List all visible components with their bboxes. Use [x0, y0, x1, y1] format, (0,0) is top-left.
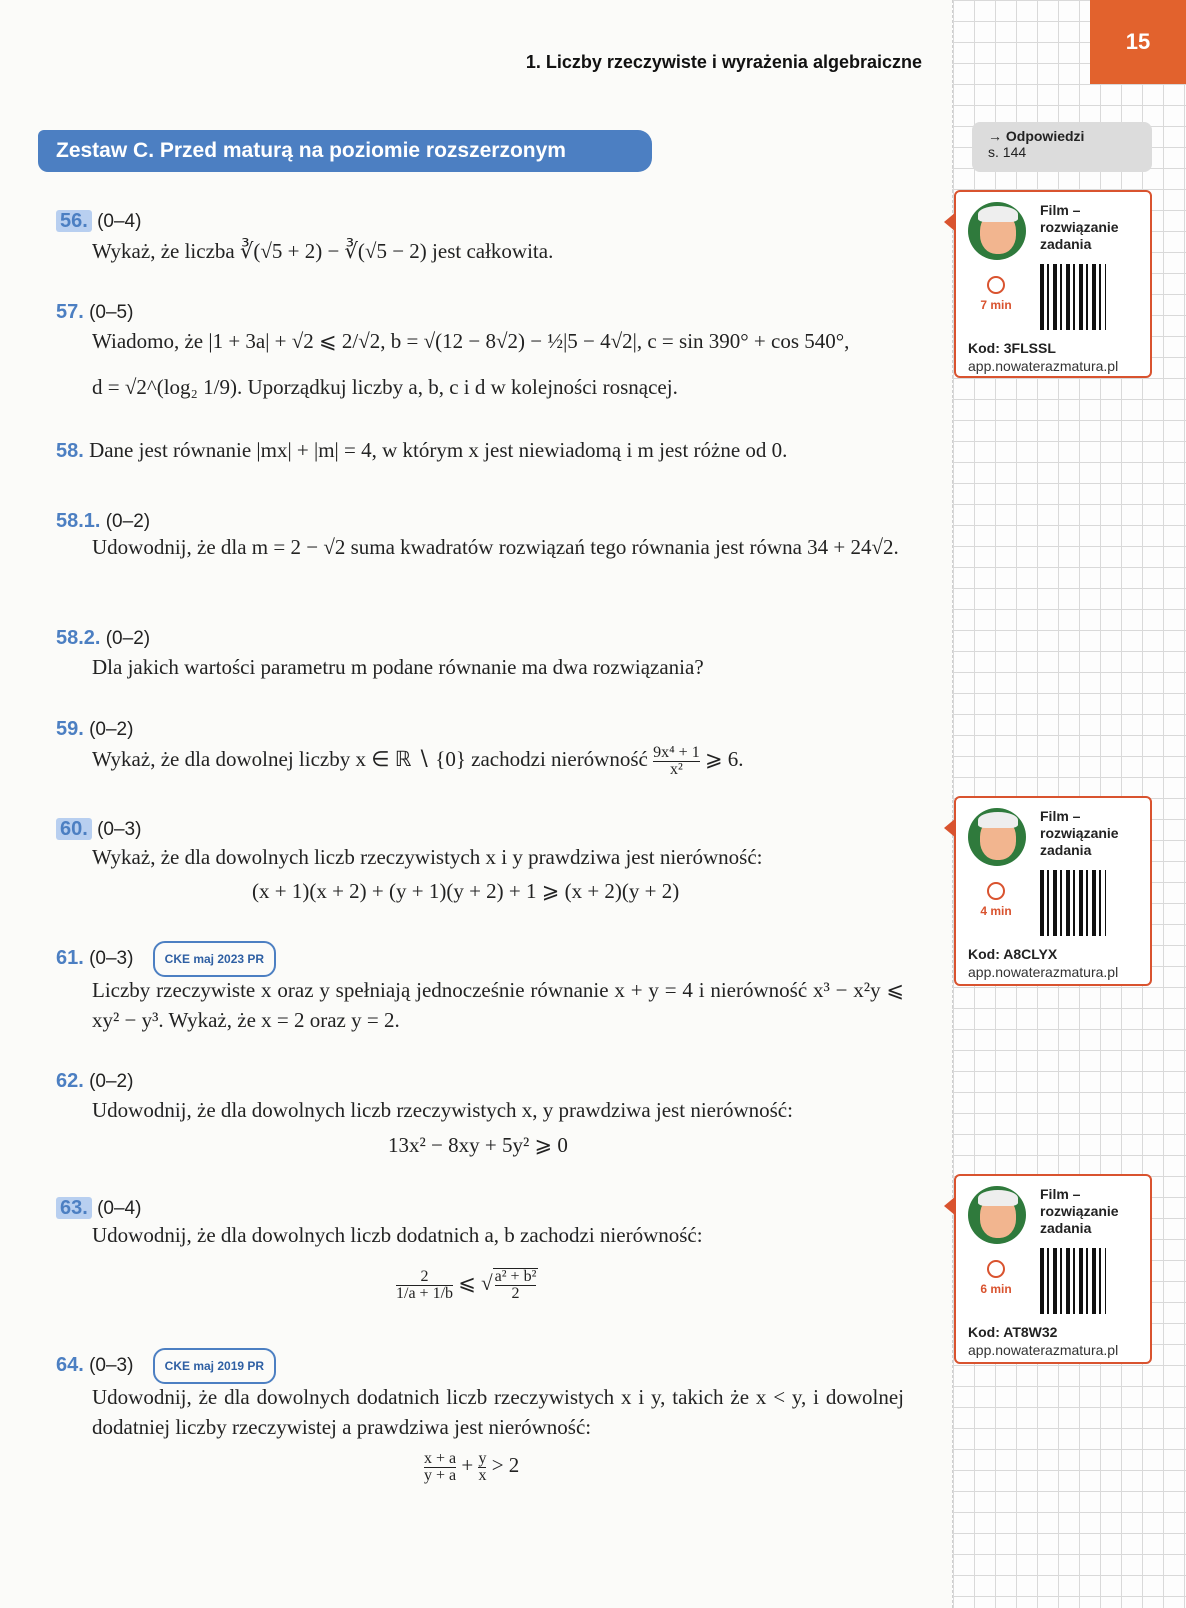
timer-icon: 4 min	[978, 882, 1014, 918]
exercise-60-text: Wykaż, że dla dowolnych liczb rzeczywistych x i y prawdziwa jest nierówność:	[92, 845, 763, 869]
film-site[interactable]: app.nowaterazmatura.pl	[968, 1342, 1119, 1358]
exercise-60-formula: (x + 1)(x + 2) + (y + 1)(y + 2) + 1 ⩾ (x + 2)(y + 2)	[252, 879, 680, 903]
exercise-62-header	[56, 1065, 133, 1097]
exercise-points: (0–2)	[89, 1071, 134, 1092]
answers-title: → Odpowiedzi	[988, 128, 1085, 144]
exercise-57-header	[56, 296, 133, 328]
exercise-59-text	[92, 744, 744, 778]
film-site[interactable]: app.nowaterazmatura.pl	[968, 358, 1119, 374]
page-number: 15	[1090, 0, 1186, 84]
exercise-number: 57.	[56, 301, 84, 323]
film-title: Film – rozwiązanie zadania	[1040, 202, 1119, 252]
plus-sign: +	[461, 1453, 474, 1477]
film-code: Kod: 3FLSSL	[968, 340, 1056, 356]
film-title: Film – rozwiązanie zadania	[1040, 1186, 1119, 1236]
exam-tag: CKE maj 2023 PR	[153, 941, 276, 977]
answers-box[interactable]	[972, 122, 1152, 172]
avatar	[968, 1186, 1026, 1244]
exercise-tail: ⩾ 6.	[704, 747, 744, 771]
exercise-56-header	[56, 205, 141, 237]
film-box[interactable]	[954, 190, 1152, 378]
exercise-number: 58.	[56, 440, 84, 462]
qr-code-icon[interactable]	[1040, 1248, 1106, 1314]
film-site[interactable]: app.nowaterazmatura.pl	[968, 964, 1119, 980]
fraction: $\frac{x + a}{y + a}$	[424, 1449, 457, 1484]
exercise-57-line2: d = √2^(log₂ 1/9). Uporządkuj liczby a, b, c i d w kolejności rosnącej.	[92, 375, 678, 399]
exercise-58	[56, 435, 787, 466]
chapter-title: 1. Liczby rzeczywiste i wyrażenia algebraiczne	[525, 52, 922, 72]
exercise-62-formula: 13x² − 8xy + 5y² ⩾ 0	[388, 1133, 568, 1157]
exercise-64-text: Udowodnij, że dla dowolnych dodatnich liczb rzeczywistych x i y, takich że x < y, i dowolnej dodatniej liczby rzeczywistej a prawdziwa jest nierówność:	[92, 1385, 904, 1439]
relation: ⩽	[458, 1271, 476, 1295]
exercise-64-formula	[424, 1450, 519, 1484]
film-code: Kod: AT8W32	[968, 1324, 1058, 1340]
exam-tag: CKE maj 2019 PR	[153, 1348, 276, 1384]
exercise-number: 56.	[56, 210, 92, 232]
fraction: $\frac{y}{x}$	[478, 1449, 487, 1484]
exercise-56-text: Wykaż, że liczba ∛(√5 + 2) − ∛(√5 − 2) jest całkowita.	[92, 239, 554, 263]
exercise-58-2-header	[56, 622, 150, 654]
film-box[interactable]	[954, 1174, 1152, 1364]
exercise-points: (0–2)	[105, 628, 151, 649]
qr-code-icon[interactable]	[1040, 870, 1106, 936]
exercise-61-header	[56, 941, 276, 977]
fraction: $\frac{\text{9x⁴ + 1}}{\text{x²}}$	[653, 743, 700, 778]
exercise-text: Dane jest równanie |mx| + |m| = 4, w którym x jest niewiadomą i m jest różne od 0.	[89, 438, 788, 462]
film-title: Film – rozwiązanie zadania	[1040, 808, 1119, 858]
exercise-57-line1: Wiadomo, że |1 + 3a| + √2 ⩽ 2/√2, b = √(12 − 8√2) − ½|5 − 4√2|, c = sin 390° + cos 540°,	[92, 329, 850, 353]
exercise-number: 58.2.	[56, 627, 101, 649]
avatar	[968, 808, 1026, 866]
exercise-number: 64.	[56, 1353, 84, 1376]
fraction: $\frac{2}{1/a + 1/b}$	[396, 1267, 454, 1302]
exercise-58-1-text: Udowodnij, że dla m = 2 − √2 suma kwadratów rozwiązań tego równania jest równa 34 + 24√2.	[92, 535, 899, 559]
exercise-points: (0–2)	[89, 719, 134, 740]
timer-icon: 7 min	[978, 276, 1014, 312]
exercise-60-header	[56, 813, 141, 845]
exercise-points: (0–3)	[97, 819, 142, 840]
exercise-58-2-text: Dla jakich wartości parametru m podane równanie ma dwa rozwiązania?	[92, 655, 704, 679]
section-banner: Zestaw C. Przed maturą na poziomie rozszerzonym	[38, 130, 652, 172]
exercise-tail: > 2	[491, 1453, 520, 1477]
exercise-number: 61.	[56, 946, 84, 969]
exercise-points: (0–3)	[89, 1354, 134, 1376]
exercise-points: (0–2)	[105, 511, 151, 532]
film-box[interactable]	[954, 796, 1152, 986]
qr-code-icon[interactable]	[1040, 264, 1106, 330]
answers-page: s. 144	[988, 144, 1027, 160]
root-fraction: $\frac{\text{a² + b²}}{2}$	[494, 1268, 537, 1303]
exercise-points: (0–5)	[89, 302, 134, 323]
exercise-number: 60.	[56, 818, 92, 840]
exercise-64-header	[56, 1348, 276, 1384]
exercise-points: (0–4)	[97, 1198, 142, 1219]
exercise-63-formula: $\frac{2}{1/a + 1/b}$ ⩽ √ $\frac{\text{a² + b²}}{2}$	[396, 1267, 537, 1303]
timer-icon: 6 min	[978, 1260, 1014, 1296]
exercise-62-text: Udowodnij, że dla dowolnych liczb rzeczywistych x, y prawdziwa jest nierówność:	[92, 1098, 793, 1122]
exercise-points: (0–3)	[89, 947, 134, 969]
exercise-number: 58.1.	[56, 510, 101, 532]
exercise-text: Wykaż, że dla dowolnej liczby x ∈ ℝ ∖ {0} zachodzi nierówność	[92, 747, 648, 771]
exercise-number: 63.	[56, 1197, 92, 1219]
exercise-points: (0–4)	[97, 211, 142, 232]
film-code: Kod: A8CLYX	[968, 946, 1058, 962]
exercise-63-text: Udowodnij, że dla dowolnych liczb dodatnich a, b zachodzi nierówność:	[92, 1223, 703, 1247]
exercise-number: 59.	[56, 718, 84, 740]
avatar	[968, 202, 1026, 260]
exercise-61-text: Liczby rzeczywiste x oraz y spełniają jednocześnie równanie x + y = 4 i nierówność x³ − x²y ⩽ xy² − y³. Wykaż, że x = 2 oraz y = 2.	[92, 978, 904, 1032]
exercise-number: 62.	[56, 1070, 84, 1092]
exercise-59-header	[56, 713, 133, 745]
